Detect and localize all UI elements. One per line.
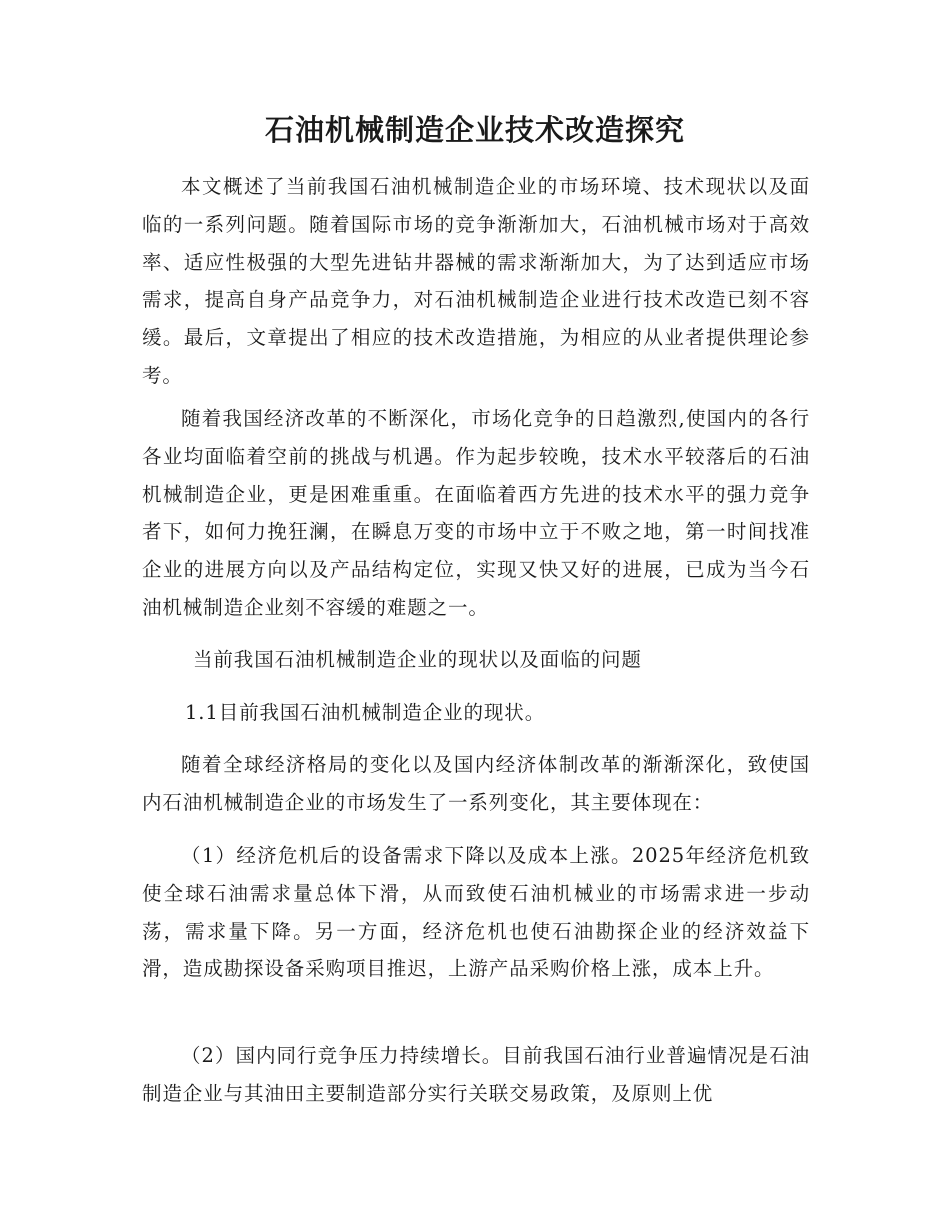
subsection-heading: 1.1目前我国石油机械制造企业的现状。 — [185, 701, 546, 724]
section-heading: 当前我国石油机械制造企业的现状以及面临的问题 — [193, 648, 642, 671]
point-1-paragraph: （1）经济危机后的设备需求下降以及成本上涨。2025年经济危机致使全球石油需求量总体下滑，从而致使石油机械业的市场需求进一步动荡，需求量下降。另一方面，经济危机也使石油勘探企业的经济效益下滑，造成勘探设备采购项目推迟，上游产品采购价格上涨，成本上升。 — [142, 844, 810, 981]
point-2-paragraph: （2）国内同行竞争压力持续增长。目前我国石油行业普遍情况是石油制造企业与其油田主要制造部分实行关联交易政策，及原则上优 — [142, 1044, 810, 1105]
abstract-paragraph: 本文概述了当前我国石油机械制造企业的市场环境、技术现状以及面临的一系列问题。随着国际市场的竞争渐渐加大，石油机械市场对于高效率、适应性极强的大型先进钻井器械的需求渐渐加大，为了达到适应市场需求，提高自身产品竞争力，对石油机械制造企业进行技术改造已刻不容缓。最后，文章提出了相应的技术改造措施，为相应的从业者提供理论参考。 — [142, 175, 810, 387]
status-paragraph: 随着全球经济格局的变化以及国内经济体制改革的渐渐深化，致使国内石油机械制造企业的市场发生了一系列变化，其主要体现在： — [142, 753, 810, 814]
document-title: 石油机械制造企业技术改造探究 — [264, 113, 685, 147]
intro-paragraph: 随着我国经济改革的不断深化，市场化竞争的日趋激烈,使国内的各行各业均面临着空前的挑战与机遇。作为起步较晚，技术水平较落后的石油机械制造企业，更是困难重重。在面临着西方先进的技术水平的强力竞争者下，如何力挽狂澜，在瞬息万变的市场中立于不败之地，第一时间找准企业的进展方向以及产品结构定位，实现又快又好的进展，已成为当今石油机械制造企业刻不容缓的难题之一。 — [142, 407, 810, 619]
